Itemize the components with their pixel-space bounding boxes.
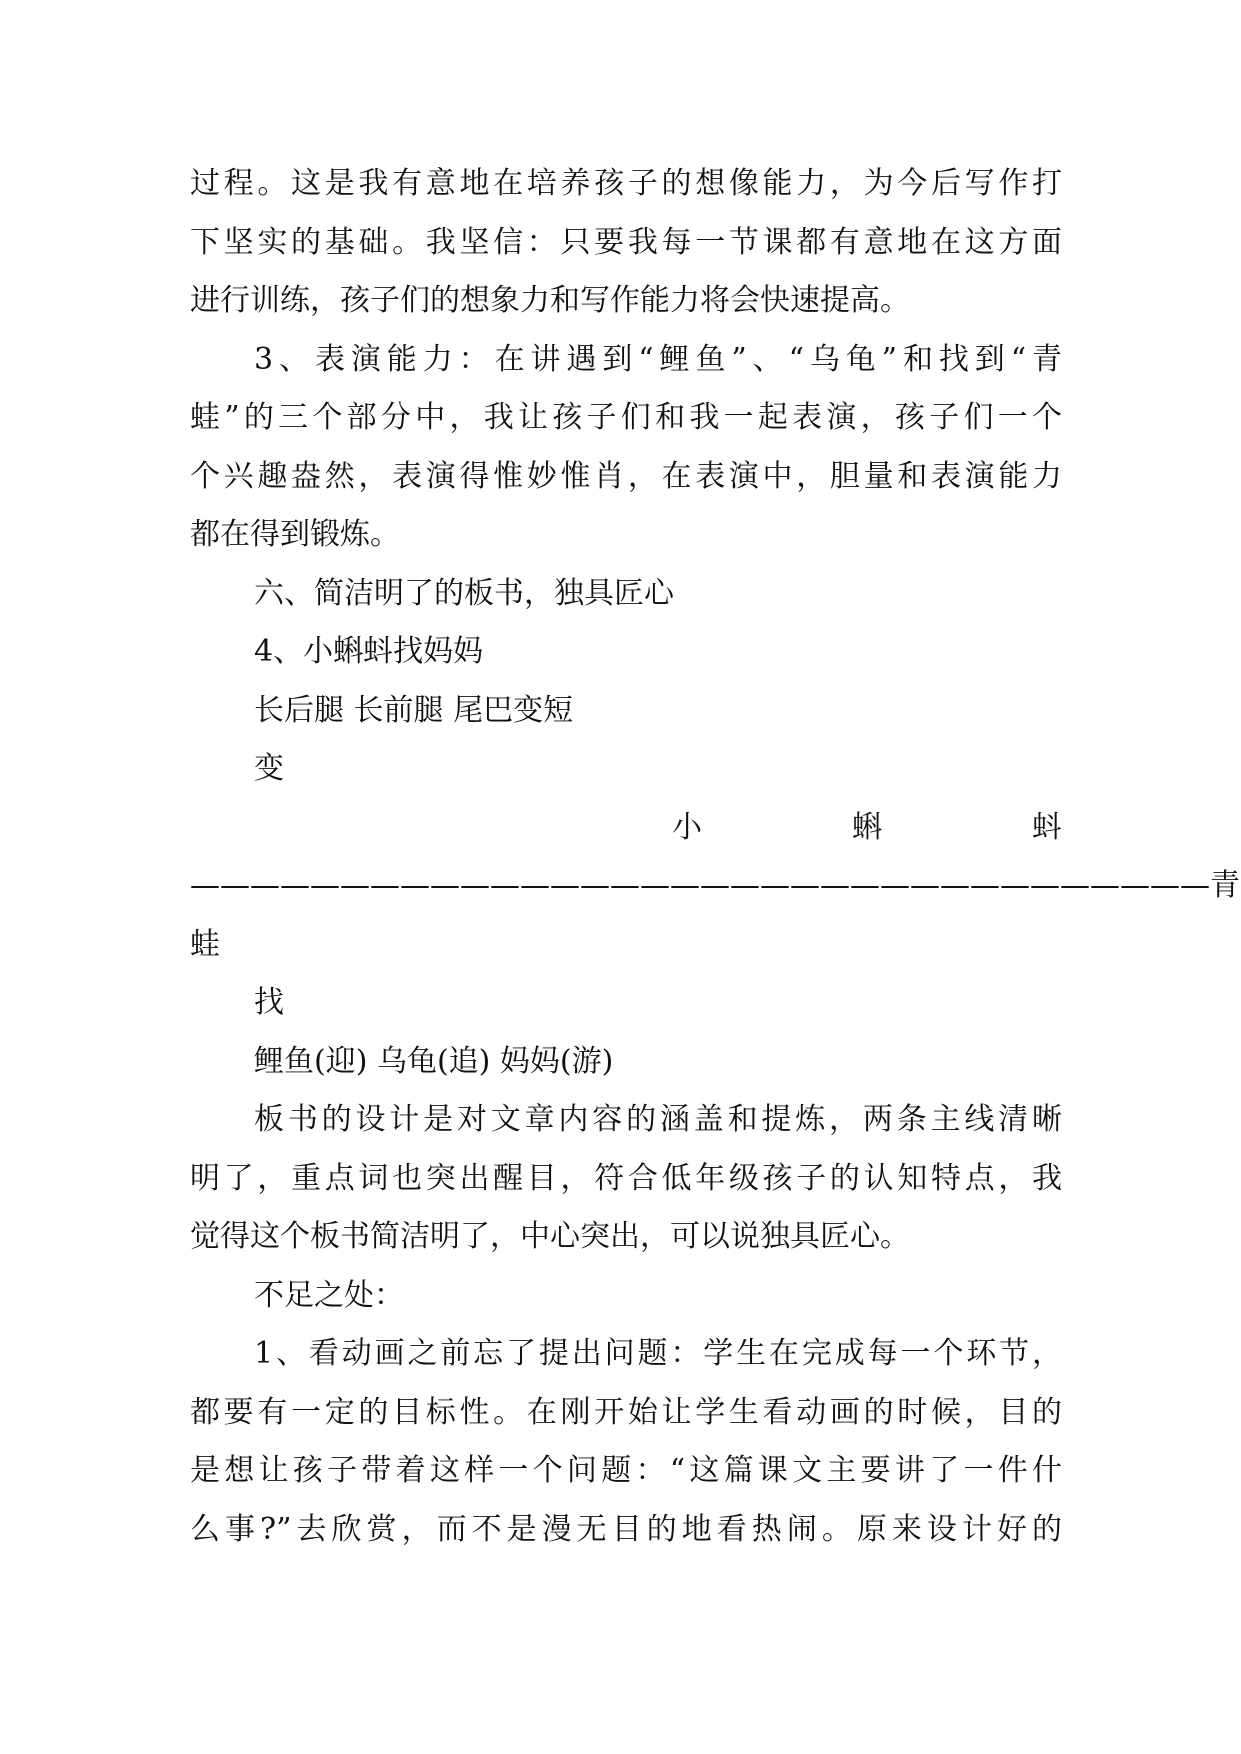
board-title: 4、小蝌蚪找妈妈 — [254, 634, 484, 669]
text-line: 都在得到锻炼。 — [190, 517, 400, 552]
text-line: 觉得这个板书简洁明了，中心突出，可以说独具匠心。 — [190, 1219, 910, 1254]
board-dash-line: ——————————————————————————————————青 — [190, 868, 1240, 903]
text-line: 进行训练，孩子们的想象力和写作能力将会快速提高。 — [190, 283, 910, 318]
board-text-line: 鲤鱼(迎) 乌龟(追) 妈妈(游) — [254, 1043, 614, 1079]
text-line: 明了，重点词也突出醒目，符合低年级孩子的认知特点，我 — [190, 1160, 1062, 1196]
text-line: 过程。这是我有意地在培养孩子的想像能力，为今后写作打 — [190, 166, 1062, 201]
board-text-line: 蛙 — [190, 926, 220, 962]
text-line: 1、看动画之前忘了提出问题：学生在完成每一个环节， — [254, 1336, 1062, 1371]
section-heading: 六、简洁明了的板书，独具匠心 — [254, 575, 674, 611]
text-line: 下坚实的基础。我坚信：只要我每一节课都有意地在这方面 — [190, 224, 1062, 260]
document-page — [190, 155, 1240, 1559]
text-line: 么事?”去欣赏，而不是漫无目的地看热闹。原来设计好的 — [190, 1511, 1062, 1547]
board-text-line: 找 — [254, 985, 284, 1020]
text-line: 都要有一定的目标性。在刚开始让学生看动画的时候，目的 — [190, 1394, 1062, 1430]
text-line: 板书的设计是对文章内容的涵盖和提炼，两条主线清晰 — [254, 1102, 1062, 1137]
section-heading: 不足之处： — [254, 1277, 404, 1313]
board-text-line: 长后腿 长前腿 尾巴变短 — [254, 692, 574, 728]
text-line: 是想让孩子带着这样一个问题：“这篇课文主要讲了一件什 — [190, 1453, 1062, 1488]
text-line: 3、表演能力：在讲遇到“鲤鱼”、“乌龟”和找到“青 — [254, 341, 1062, 377]
text-line: 蛙”的三个部分中，我让孩子们和我一起表演，孩子们一个 — [190, 400, 1062, 435]
board-text-line: 小 蝌 蚪 — [672, 809, 1062, 845]
board-text-line: 变 — [254, 751, 284, 786]
text-line: 个兴趣盎然，表演得惟妙惟肖，在表演中，胆量和表演能力 — [190, 458, 1062, 494]
